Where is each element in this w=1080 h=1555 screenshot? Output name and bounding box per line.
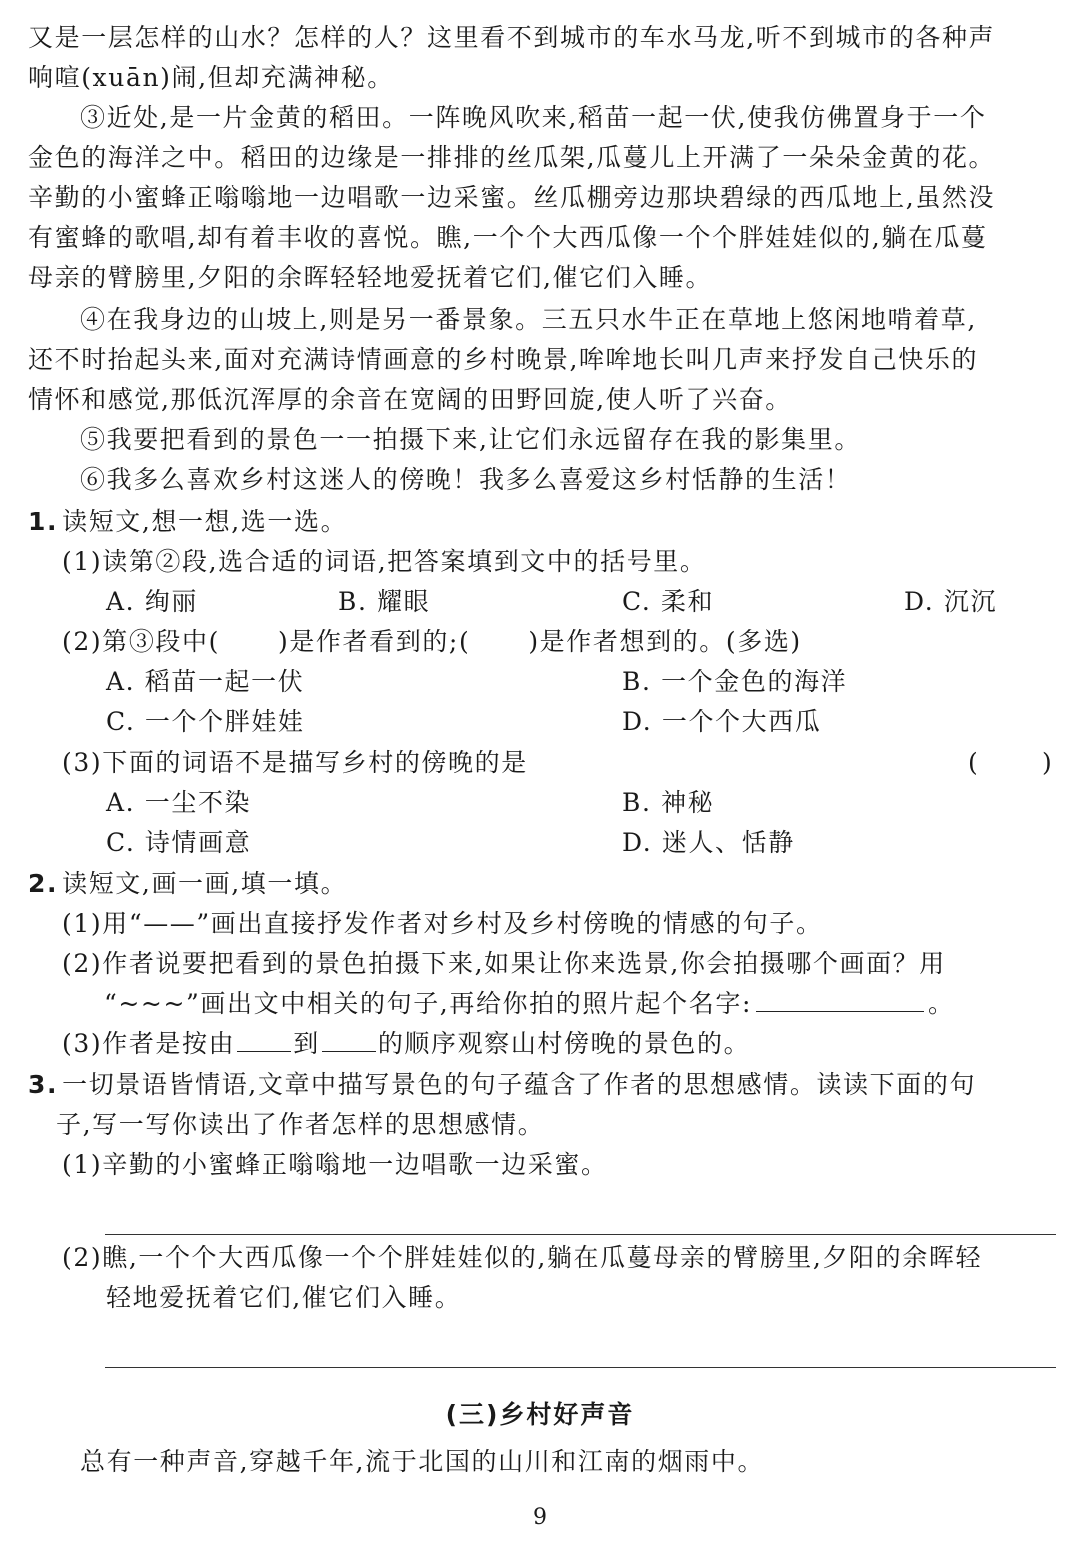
question-3-2-cont: 轻地爱抚着它们,催它们入睡。 xyxy=(106,1283,462,1312)
paragraph-3-line: 辛勤的小蜜蜂正嗡嗡地一边唱歌一边采蜜。丝瓜棚旁边那块碧绿的西瓜地上,虽然没 xyxy=(28,183,996,212)
question-1-1: (1)读第②段,选合适的词语,把答案填到文中的括号里。 xyxy=(62,547,707,576)
answer-paren-open: ( xyxy=(968,748,980,777)
paragraph-6: ⑥我多么喜欢乡村这迷人的傍晚！我多么喜爱这乡村恬静的生活！ xyxy=(80,465,852,494)
option-c[interactable]: C. 柔和 xyxy=(622,587,715,616)
question-2-1: (1)用“——”画出直接抒发作者对乡村及乡村傍晚的情感的句子。 xyxy=(62,909,823,938)
paragraph-4-line: 情怀和感觉,那低沉浑厚的余音在宽阔的田野回旋,使人听了兴奋。 xyxy=(28,385,792,414)
option-d[interactable]: D. 一个个大西瓜 xyxy=(622,707,822,736)
question-text: 。 xyxy=(927,989,955,1018)
question-3-stem xyxy=(28,1065,1056,1105)
option-b[interactable]: B. 一个金色的海洋 xyxy=(622,667,848,696)
question-1-stem xyxy=(28,502,1056,542)
passage-line: 响喧(xuān)闹,但却充满神秘。 xyxy=(28,63,394,92)
question-number: 3. xyxy=(28,1070,59,1099)
section-first-line: 总有一种声音,穿越千年,流于北国的山川和江南的烟雨中。 xyxy=(80,1447,765,1476)
answer-paren-close: ) xyxy=(1042,748,1054,777)
option-d[interactable]: D. 迷人、恬静 xyxy=(622,828,795,857)
question-text: 读短文,想一想,选一选。 xyxy=(62,507,348,536)
option-d[interactable]: D. 沉沉 xyxy=(904,587,998,616)
question-1-3 xyxy=(62,743,1056,783)
paragraph-3-line: ③近处,是一片金黄的稻田。一阵晚风吹来,稻苗一起一伏,使我仿佛置身于一个 xyxy=(80,103,987,132)
question-text: 到 xyxy=(293,1029,320,1058)
passage-line: 又是一层怎样的山水？怎样的人？这里看不到城市的车水马龙,听不到城市的各种声 xyxy=(28,23,996,52)
question-text: “~~~”画出文中相关的句子,再给你拍的照片起个名字: xyxy=(104,989,752,1018)
paragraph-5: ⑤我要把看到的景色一一拍摄下来,让它们永远留存在我的影集里。 xyxy=(80,425,861,454)
answer-line[interactable] xyxy=(105,1234,1056,1235)
question-2-3 xyxy=(62,1024,1056,1064)
option-b[interactable]: B. 耀眼 xyxy=(338,587,431,616)
paragraph-3-line: 金色的海洋之中。稻田的边缘是一排排的丝瓜架,瓜蔓儿上开满了一朵朵金黄的花。 xyxy=(28,143,996,172)
question-text: (3)下面的词语不是描写乡村的傍晚的是 xyxy=(62,748,528,777)
question-1-2 xyxy=(62,622,1056,662)
option-a[interactable]: A. 一尘不染 xyxy=(106,788,252,817)
paragraph-3-line: 有蜜蜂的歌唱,却有着丰收的喜悦。瞧,一个个大西瓜像一个个胖娃娃似的,躺在瓜蔓 xyxy=(28,223,988,252)
question-3-1: (1)辛勤的小蜜蜂正嗡嗡地一边唱歌一边采蜜。 xyxy=(62,1150,608,1179)
option-c[interactable]: C. 一个个胖娃娃 xyxy=(106,707,305,736)
question-text: )是作者想到的。(多选) xyxy=(528,627,802,656)
answer-blank[interactable] xyxy=(237,1027,291,1052)
question-2-2: (2)作者说要把看到的景色拍摄下来,如果让你来选景,你会拍摄哪个画面？用 xyxy=(62,949,946,978)
question-number: 1. xyxy=(28,507,59,536)
answer-line[interactable] xyxy=(105,1367,1056,1368)
option-b[interactable]: B. 神秘 xyxy=(622,788,715,817)
question-text: (3)作者是按由 xyxy=(62,1029,236,1058)
photo-name-blank[interactable] xyxy=(756,987,924,1012)
question-2-stem xyxy=(28,864,1056,904)
question-text: 一切景语皆情语,文章中描写景色的句子蕴含了作者的思想感情。读读下面的句 xyxy=(62,1070,977,1099)
option-a[interactable]: A. 绚丽 xyxy=(106,587,198,616)
question-number: 2. xyxy=(28,869,59,898)
question-3-2: (2)瞧,一个个大西瓜像一个个胖娃娃似的,躺在瓜蔓母亲的臂膀里,夕阳的余晖轻 xyxy=(62,1243,983,1272)
question-2-2-cont xyxy=(104,984,1056,1024)
option-c[interactable]: C. 诗情画意 xyxy=(106,828,252,857)
page-number: 9 xyxy=(533,1505,547,1530)
question-text: 的顺序观察山村傍晚的景色的。 xyxy=(377,1029,751,1058)
paragraph-3-line: 母亲的臂膀里,夕阳的余晖轻轻地爱抚着它们,催它们入睡。 xyxy=(28,263,713,292)
paragraph-4-line: 还不时抬起头来,面对充满诗情画意的乡村晚景,哞哞地长叫几声来抒发自己快乐的 xyxy=(28,345,979,374)
question-text: (2)第③段中( xyxy=(62,627,220,656)
option-a[interactable]: A. 稻苗一起一伏 xyxy=(106,667,305,696)
section-title: (三)乡村好声音 xyxy=(445,1400,635,1429)
paragraph-4-line: ④在我身边的山坡上,则是另一番景象。三五只水牛正在草地上悠闲地啃着草, xyxy=(80,305,977,334)
answer-blank[interactable] xyxy=(322,1027,376,1052)
question-text: )是作者看到的;( xyxy=(277,627,471,656)
question-text: 读短文,画一画,填一填。 xyxy=(62,869,348,898)
question-3-stem-cont: 子,写一写你读出了作者怎样的思想感情。 xyxy=(56,1110,545,1139)
